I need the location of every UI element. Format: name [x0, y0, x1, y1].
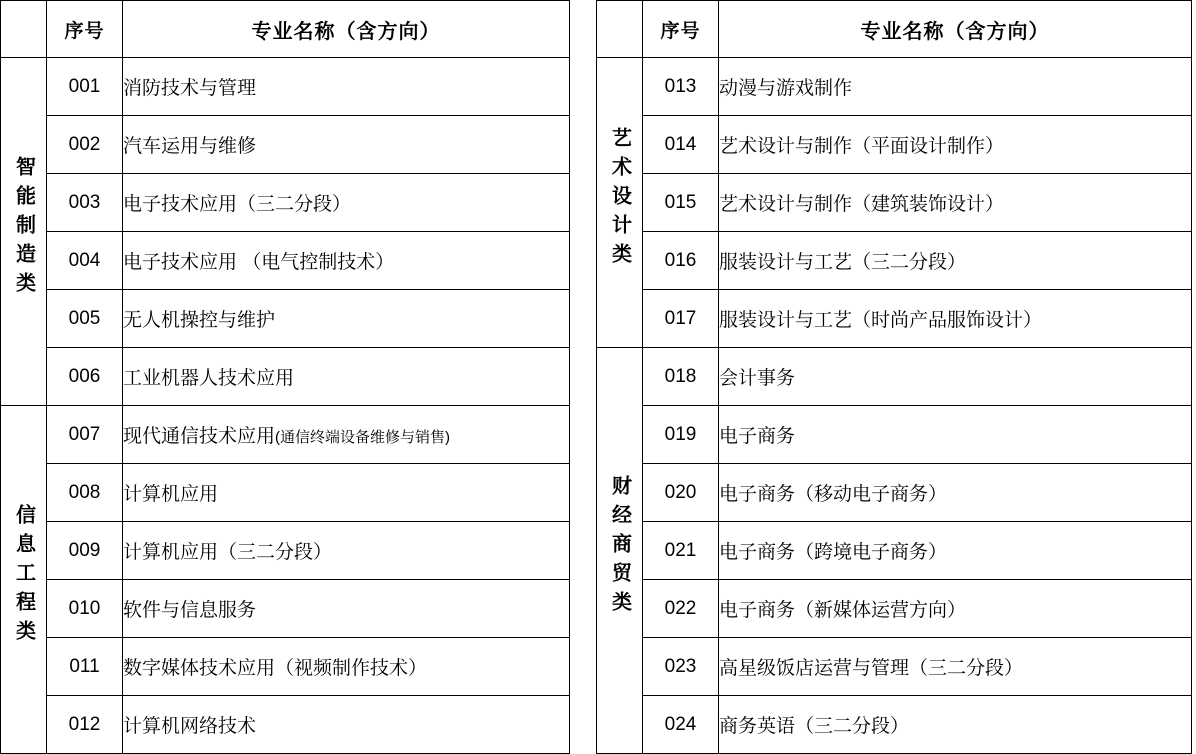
- row-name: 软件与信息服务: [123, 580, 570, 638]
- table-row: [597, 580, 1192, 638]
- row-name: 高星级饭店运营与管理（三二分段）: [719, 638, 1192, 696]
- row-name: 电子商务（跨境电子商务）: [719, 522, 1192, 580]
- row-name: 艺术设计与制作（建筑装饰设计）: [719, 174, 1192, 232]
- right-table-container: [596, 0, 1192, 750]
- row-no: 015: [643, 174, 719, 232]
- table-row: [597, 116, 1192, 174]
- row-no: 005: [47, 290, 123, 348]
- header-no: 序号: [47, 1, 123, 58]
- table-row: [1, 638, 570, 696]
- row-name: 无人机操控与维护: [123, 290, 570, 348]
- table-row: [1, 232, 570, 290]
- category-label: 财经商贸类: [608, 475, 631, 620]
- category-cell: [1, 406, 47, 754]
- row-name: 汽车运用与维修: [123, 116, 570, 174]
- row-name: 商务英语（三二分段）: [719, 696, 1192, 754]
- row-no: 016: [643, 232, 719, 290]
- table-row: [597, 348, 1192, 406]
- table-row: [1, 348, 570, 406]
- row-no: 004: [47, 232, 123, 290]
- row-no: 012: [47, 696, 123, 754]
- row-no: 002: [47, 116, 123, 174]
- header-category-blank: [1, 1, 47, 58]
- row-name: 会计事务: [719, 348, 1192, 406]
- row-no: 013: [643, 58, 719, 116]
- row-no: 008: [47, 464, 123, 522]
- row-no: 010: [47, 580, 123, 638]
- category-label: 艺术设计类: [608, 127, 631, 272]
- row-name: 计算机应用（三二分段）: [123, 522, 570, 580]
- row-name: 电子技术应用（三二分段）: [123, 174, 570, 232]
- row-name: 艺术设计与制作（平面设计制作）: [719, 116, 1192, 174]
- table-row: [597, 406, 1192, 464]
- table-row: [597, 58, 1192, 116]
- header-category-blank: [597, 1, 643, 58]
- table-row: [1, 522, 570, 580]
- row-no: 006: [47, 348, 123, 406]
- row-no: 018: [643, 348, 719, 406]
- row-name: 服装设计与工艺（时尚产品服饰设计）: [719, 290, 1192, 348]
- row-no: 003: [47, 174, 123, 232]
- row-name: 工业机器人技术应用: [123, 348, 570, 406]
- category-label: 智能制造类: [12, 156, 35, 301]
- row-no: 023: [643, 638, 719, 696]
- table-row: [1, 580, 570, 638]
- row-name: 计算机网络技术: [123, 696, 570, 754]
- table-row: [597, 696, 1192, 754]
- left-table-container: [0, 0, 570, 750]
- row-no: 024: [643, 696, 719, 754]
- row-name: 服装设计与工艺（三二分段）: [719, 232, 1192, 290]
- row-name-main: 现代通信技术应用: [123, 426, 276, 447]
- row-no: 021: [643, 522, 719, 580]
- row-name: 电子商务（移动电子商务）: [719, 464, 1192, 522]
- row-name: 电子商务: [719, 406, 1192, 464]
- table-row: [597, 522, 1192, 580]
- table-row: [597, 638, 1192, 696]
- table-header-row: [597, 1, 1192, 58]
- table-header-row: [1, 1, 570, 58]
- table-row: [1, 464, 570, 522]
- table-row: [1, 116, 570, 174]
- row-name: 计算机应用: [123, 464, 570, 522]
- table-row: [1, 58, 570, 116]
- table-row: [597, 232, 1192, 290]
- category-cell: [597, 58, 643, 348]
- row-no: 011: [47, 638, 123, 696]
- table-row: [597, 290, 1192, 348]
- table-row: [1, 290, 570, 348]
- row-name: 动漫与游戏制作: [719, 58, 1192, 116]
- category-cell: [1, 58, 47, 406]
- header-major-name: 专业名称（含方向）: [123, 1, 570, 58]
- majors-table-left: [0, 0, 570, 754]
- table-row: [1, 174, 570, 232]
- row-name-note: (通信终端设备维修与销售): [275, 429, 451, 446]
- table-row: [597, 174, 1192, 232]
- row-name: 电子商务（新媒体运营方向）: [719, 580, 1192, 638]
- header-no: 序号: [643, 1, 719, 58]
- row-name: [123, 406, 570, 464]
- row-no: 009: [47, 522, 123, 580]
- category-label: 信息工程类: [12, 504, 35, 649]
- row-name: 电子技术应用 （电气控制技术）: [123, 232, 570, 290]
- category-cell: [597, 348, 643, 754]
- row-no: 022: [643, 580, 719, 638]
- table-row: [1, 696, 570, 754]
- row-no: 020: [643, 464, 719, 522]
- row-no: 007: [47, 406, 123, 464]
- majors-table-right: [596, 0, 1192, 754]
- row-name: 消防技术与管理: [123, 58, 570, 116]
- row-name: 数字媒体技术应用（视频制作技术）: [123, 638, 570, 696]
- row-no: 017: [643, 290, 719, 348]
- row-no: 014: [643, 116, 719, 174]
- row-no: 001: [47, 58, 123, 116]
- table-row: [597, 464, 1192, 522]
- header-major-name: 专业名称（含方向）: [719, 1, 1192, 58]
- table-row: [1, 406, 570, 464]
- row-no: 019: [643, 406, 719, 464]
